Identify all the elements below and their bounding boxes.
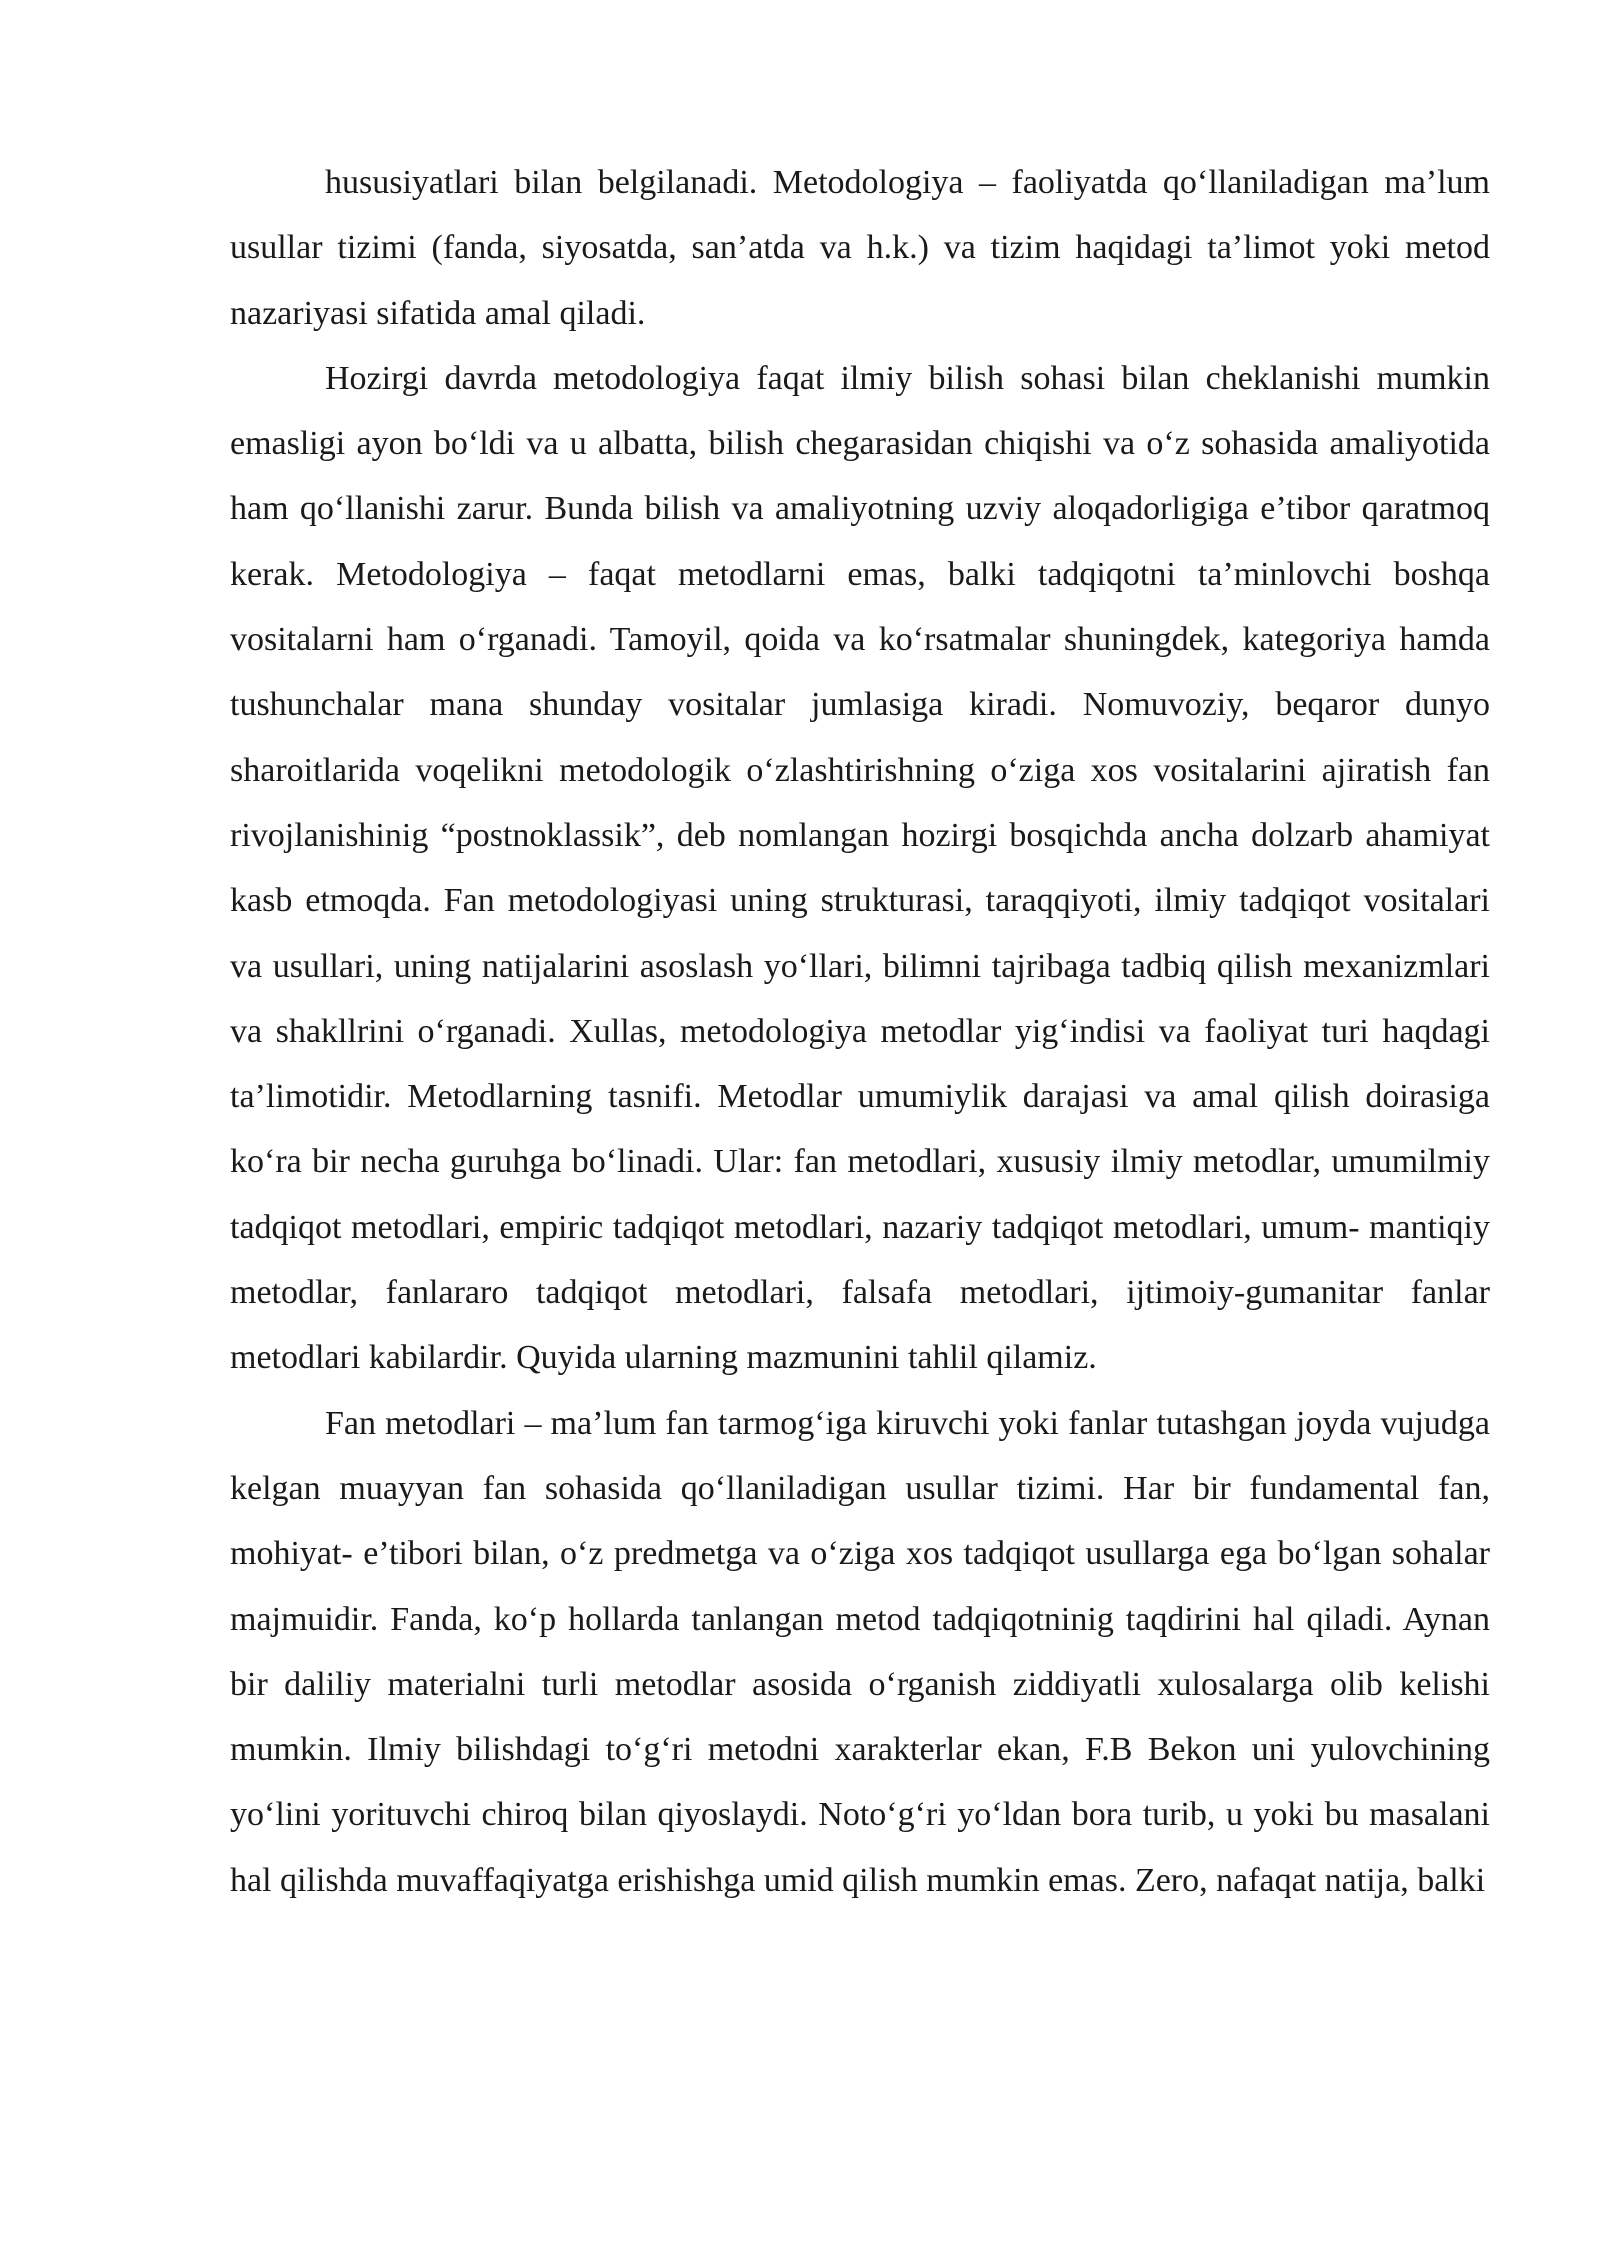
document-body	[230, 150, 1490, 1913]
paragraph-continuation: hususiyatlari bilan belgilanadi. Metodologiya – faoliyatda qo‘llaniladigan ma’lum usullar tizimi (fanda, siyosatda, san’atda va h.k.) va tizim haqidagi ta’limot yoki metod nazariyasi sifatida amal qiladi.	[230, 164, 1490, 332]
paragraph-science-methods: Fan metodlari – ma’lum fan tarmog‘iga kiruvchi yoki fanlar tutashgan joyda vujudga kelgan muayyan fan sohasida qo‘llaniladigan usullar tizimi. Har bir fundamental fan, mohiyat- e’tibori bilan, o‘z predmetga va o‘ziga xos tadqiqot usullarga ega bo‘lgan sohalar majmuidir. Fanda, ko‘p hollarda tanlangan metod tadqiqotninig taqdirini hal qiladi. Aynan bir daliliy materialni turli metodlar asosida o‘rganish ziddiyatli xulosalarga olib kelishi mumkin. Ilmiy bilishdagi to‘g‘ri metodni xarakterlar ekan, F.B Bekon uni yulovchining yo‘lini yorituvchi chiroq bilan qiyoslaydi. Noto‘g‘ri yo‘ldan bora turib, u yoki bu masalani hal qilishda muvaffaqiyatga erishishga umid qilish mumkin emas. Zero, nafaqat natija, balki	[230, 1404, 1490, 1899]
paragraph-methodology: Hozirgi davrda metodologiya faqat ilmiy bilish sohasi bilan cheklanishi mumkin emasligi ayon bo‘ldi va u albatta, bilish chegarasidan chiqishi va o‘z sohasida amaliyotida ham qo‘llanishi zarur. Bunda bilish va amaliyotning uzviy aloqadorligiga e’tibor qaratmoq kerak. Metodologiya – faqat metodlarni emas, balki tadqiqotni ta’minlovchi boshqa vositalarni ham o‘rganadi. Tamoyil, qoida va ko‘rsatmalar shuningdek, kategoriya hamda tushunchalar mana shunday vositalar jumlasiga kiradi. Nomuvoziy, beqaror dunyo sharoitlarida voqelikni metodologik o‘zlashtirishning o‘ziga xos vositalarini ajiratish fan rivojlanishinig “postnoklassik”, deb nomlangan hozirgi bosqichda ancha dolzarb ahamiyat kasb etmoqda. Fan metodologiyasi uning strukturasi, taraqqiyoti, ilmiy tadqiqot vositalari va usullari, uning natijalarini asoslash yo‘llari, bilimni tajribaga tadbiq qilish mexanizmlari va shakllrini o‘rganadi. Xullas, metodologiya metodlar yig‘indisi va faoliyat turi haqdagi ta’limotidir. Metodlarning tasnifi. Metodlar umumiylik darajasi va amal qilish doirasiga ko‘ra bir necha guruhga bo‘linadi. Ular: fan metodlari, xususiy ilmiy metodlar, umumilmiy tadqiqot metodlari, empiric tadqiqot metodlari, nazariy tadqiqot metodlari, umum- mantiqiy metodlar, fanlararo tadqiqot metodlari, falsafa metodlari, ijtimoiy-gumanitar fanlar metodlari kabilardir. Quyida ularning mazmunini tahlil qilamiz.	[230, 359, 1490, 1377]
